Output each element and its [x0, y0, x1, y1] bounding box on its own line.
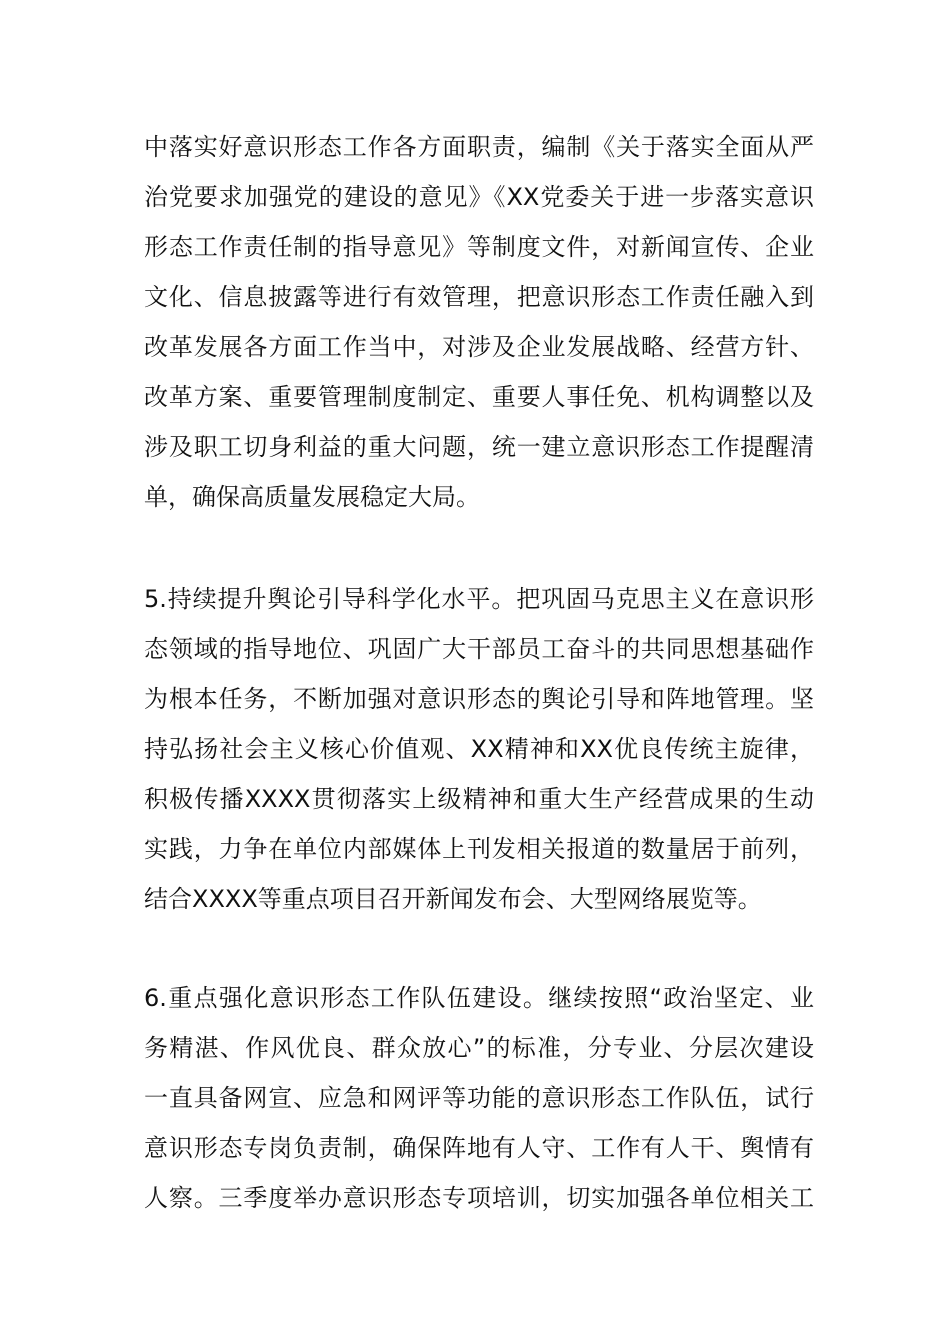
text-line: 务精湛、作风优良、群众放心”的标准，分专业、分层次建设: [144, 1034, 814, 1062]
text-line: 改革方案、重要管理制度制定、重要人事任免、机构调整以及: [144, 383, 814, 411]
text-line: 意识形态专岗负责制，确保阵地有人守、工作有人干、舆情有: [144, 1134, 814, 1162]
text-line: 一直具备网宣、应急和网评等功能的意识形态工作队伍，试行: [144, 1084, 814, 1112]
text-line: 5.持续提升舆论引导科学化水平。把巩固马克思主义在意识形: [144, 585, 814, 613]
text-line: 为根本任务，不断加强对意识形态的舆论引导和阵地管理。坚: [144, 685, 814, 713]
text-line: 实践，力争在单位内部媒体上刊发相关报道的数量居于前列，: [144, 835, 814, 863]
text-line: 结合XXXX等重点项目召开新闻发布会、大型网络展览等。: [144, 885, 762, 913]
text-line: 积极传播XXXX贯彻落实上级精神和重大生产经营成果的生动: [144, 785, 814, 813]
paragraph-item-6: [144, 973, 814, 1223]
paragraph-item-5: [144, 574, 814, 924]
paragraph-ideology-responsibility: [144, 122, 814, 522]
text-line: 持弘扬社会主义核心价值观、XX精神和XX优良传统主旋律，: [144, 735, 814, 763]
text-line: 改革发展各方面工作当中，对涉及企业发展战略、经营方针、: [144, 333, 814, 361]
text-line: 形态工作责任制的指导意见》等制度文件，对新闻宣传、企业: [144, 233, 814, 261]
text-line: 中落实好意识形态工作各方面职责，编制《关于落实全面从严: [144, 133, 814, 161]
text-line: 治党要求加强党的建设的意见》《XX党委关于进一步落实意识: [144, 183, 814, 211]
text-line: 涉及职工切身利益的重大问题，统一建立意识形态工作提醒清: [144, 433, 814, 461]
text-line: 单，确保高质量发展稳定大局。: [144, 483, 480, 511]
text-line: 文化、信息披露等进行有效管理，把意识形态工作责任融入到: [144, 283, 814, 311]
text-line: 人察。三季度举办意识形态专项培训，切实加强各单位相关工: [144, 1184, 814, 1212]
text-line: 态领域的指导地位、巩固广大干部员工奋斗的共同思想基础作: [144, 635, 814, 663]
text-line: 6.重点强化意识形态工作队伍建设。继续按照“政治坚定、业: [144, 984, 814, 1012]
